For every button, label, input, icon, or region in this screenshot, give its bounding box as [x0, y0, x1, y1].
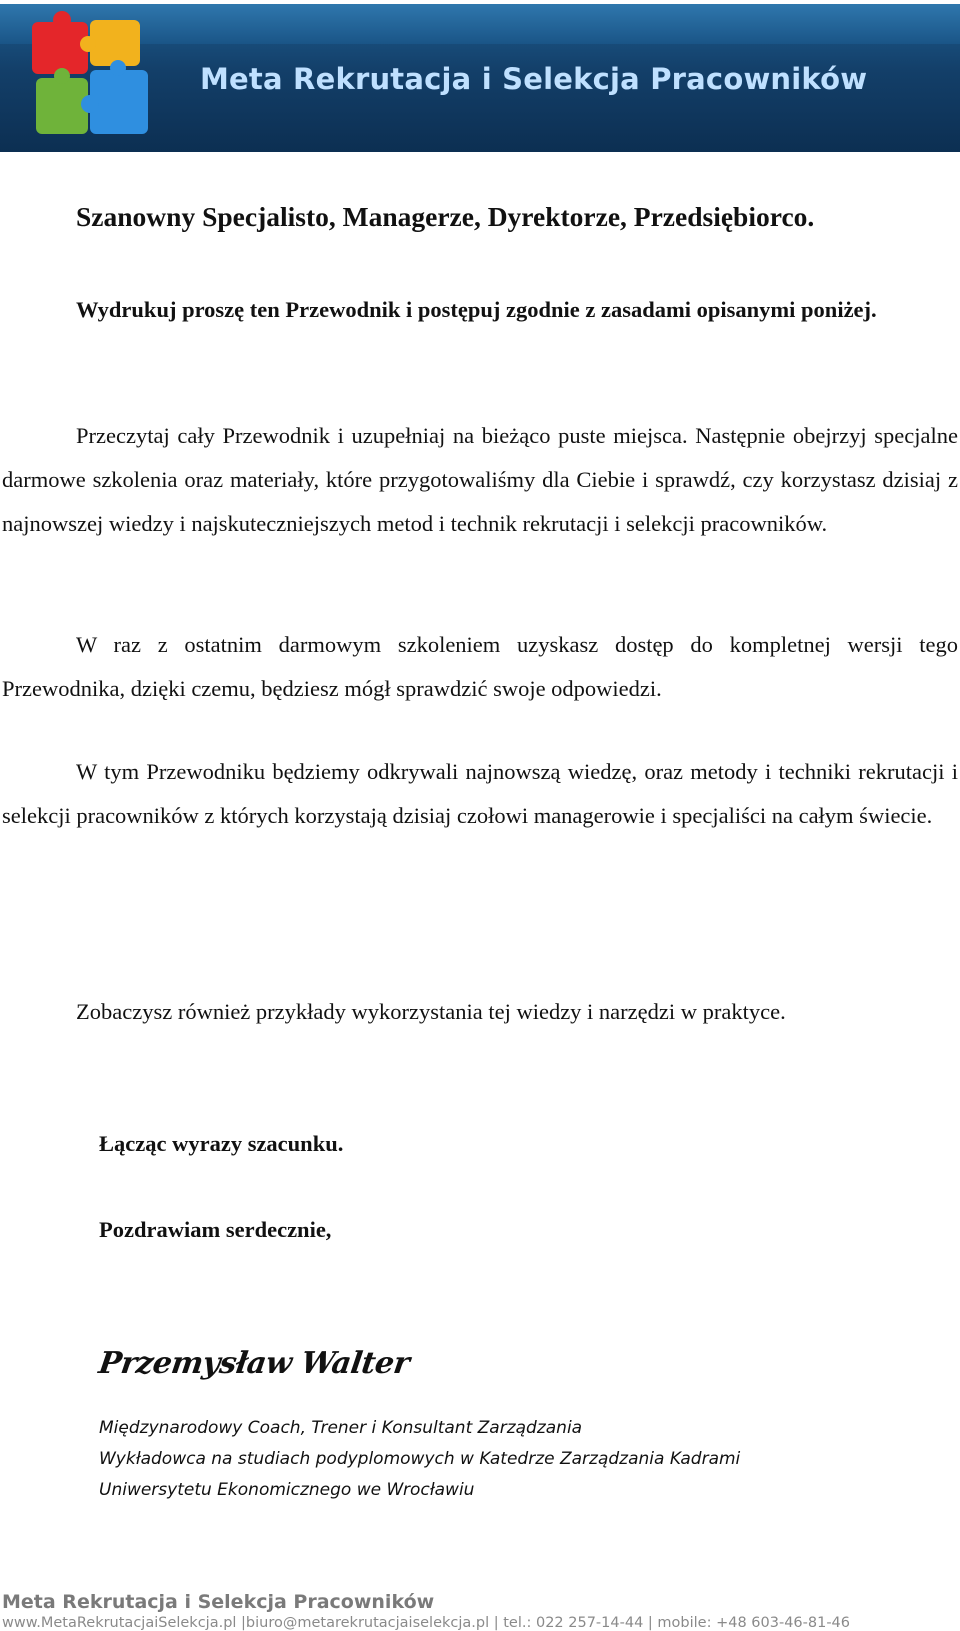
instruction-text: Wydrukuj proszę ten Przewodnik i postępuj zgodnie z zasadami opisanymi poniżej.	[76, 297, 877, 322]
handwritten-signature: Przemysław Walter	[96, 1346, 412, 1381]
paragraph-3	[2, 750, 958, 838]
closing-greeting: Pozdrawiam serdecznie,	[99, 1217, 332, 1242]
paragraph-2	[2, 623, 958, 711]
paragraph-2-text: W raz z ostatnim darmowym szkoleniem uzyskasz dostęp do kompletnej wersji tego Przewodnika, dzięki czemu, będziesz mógł sprawdzić swoje odpowiedzi.	[2, 632, 958, 701]
signature-title-2: Wykładowca na studiach podyplomowych w Katedrze Zarządzania Kadrami	[99, 1449, 741, 1469]
header-banner	[0, 4, 960, 152]
paragraph-3-text: W tym Przewodniku będziemy odkrywali najnowszą wiedzę, oraz metody i techniki rekrutacji i selekcji pracowników z których korzystają dzisiaj czołowi managerowie i specjaliści na całym świecie.	[2, 759, 958, 828]
header-title: Meta Rekrutacja i Selekcja Pracowników	[200, 62, 868, 96]
paragraph-1	[2, 414, 958, 546]
paragraph-1-text: Przeczytaj cały Przewodnik i uzupełniaj na bieżąco puste miejsca. Następnie obejrzyj specjalne darmowe szkolenia oraz materiały, które przygotowaliśmy dla Ciebie i sprawdź, czy korzystasz dzisiaj z najnowszej wiedzy i najskuteczniejszych metod i technik rekrutacji i selekcji pracowników.	[2, 423, 958, 536]
paragraph-4-text: Zobaczysz również przykłady wykorzystania tej wiedzy i narzędzi w praktyce.	[76, 999, 786, 1024]
instruction-paragraph	[2, 288, 958, 332]
paragraph-4	[2, 990, 958, 1034]
puzzle-pieces-icon	[18, 8, 168, 148]
greeting-heading: Szanowny Specjalisto, Managerze, Dyrektorze, Przedsiębiorco.	[76, 201, 815, 232]
signature-title-1: Międzynarodowy Coach, Trener i Konsultant Zarządzania	[99, 1418, 583, 1438]
signature-title-3: Uniwersytetu Ekonomicznego we Wrocławiu	[99, 1480, 475, 1500]
footer-contact-info: www.MetaRekrutacjaiSelekcja.pl |biuro@metarekrutacjaiselekcja.pl | tel.: 022 257-14-44 | mobile: +48 603-46-81-46	[2, 1615, 851, 1631]
closing-regards: Łącząc wyrazy szacunku.	[99, 1131, 344, 1156]
footer-company-name: Meta Rekrutacja i Selekcja Pracowników	[2, 1591, 435, 1613]
